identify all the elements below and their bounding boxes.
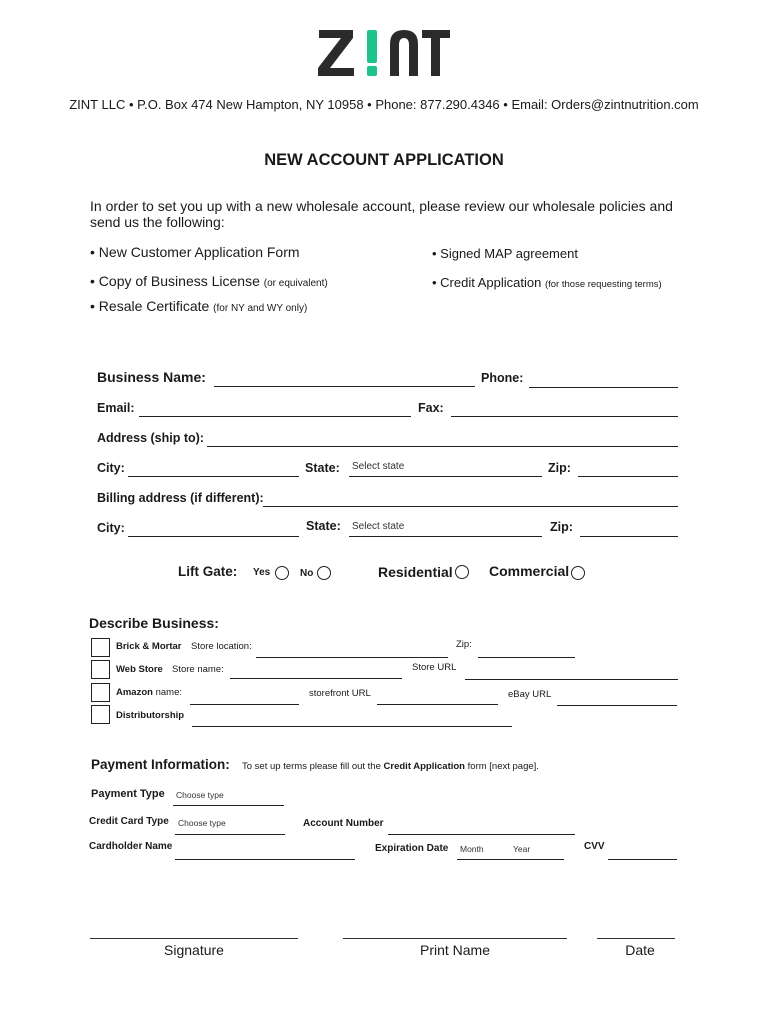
payment-type-label: Payment Type bbox=[91, 788, 165, 800]
lift-gate-no-label: No bbox=[300, 568, 314, 579]
business-name-field[interactable] bbox=[214, 386, 475, 387]
cardholder-label: Cardholder Name bbox=[89, 841, 173, 852]
billing-city-field[interactable] bbox=[128, 536, 299, 537]
store-name-field[interactable] bbox=[230, 678, 402, 679]
signature-line[interactable] bbox=[90, 938, 298, 939]
commercial-label: Commercial bbox=[489, 563, 570, 579]
city-field[interactable] bbox=[128, 476, 299, 477]
req-credit-application: • Credit Application (for those requesting terms) bbox=[432, 275, 662, 290]
payment-type-underline bbox=[173, 805, 284, 806]
lift-gate-label: Lift Gate: bbox=[178, 564, 238, 579]
page-title: NEW ACCOUNT APPLICATION bbox=[264, 151, 504, 169]
lift-gate-no-radio[interactable] bbox=[317, 566, 331, 580]
lift-gate-yes-label: Yes bbox=[253, 567, 271, 578]
expiration-year-select[interactable]: Year bbox=[513, 844, 531, 854]
signature-label: Signature bbox=[164, 942, 224, 958]
billing-address-field[interactable] bbox=[263, 506, 678, 507]
date-line[interactable] bbox=[597, 938, 675, 939]
cardholder-field[interactable] bbox=[175, 859, 355, 860]
account-number-field[interactable] bbox=[388, 834, 575, 835]
date-label: Date bbox=[625, 942, 655, 958]
billing-zip-label: Zip: bbox=[550, 520, 573, 534]
storefront-url-label: storefront URL bbox=[309, 688, 371, 699]
storefront-url-field[interactable] bbox=[377, 704, 498, 705]
residential-label: Residential bbox=[378, 564, 453, 580]
billing-state-select[interactable]: Select state bbox=[352, 521, 405, 532]
amazon-label: Amazon name: bbox=[116, 687, 182, 698]
card-type-label: Credit Card Type bbox=[89, 816, 169, 827]
card-type-underline bbox=[175, 834, 285, 835]
expiration-label: Expiration Date bbox=[375, 843, 449, 854]
expiration-month-select[interactable]: Month bbox=[460, 844, 484, 854]
state-label: State: bbox=[305, 461, 340, 475]
state-select[interactable]: Select state bbox=[352, 461, 405, 472]
intro-text: In order to set you up with a new wholesale account, please review our wholesale policies and send us the following: bbox=[90, 198, 673, 230]
fax-label: Fax: bbox=[418, 401, 444, 415]
print-name-label: Print Name bbox=[419, 942, 491, 958]
req-application-form: • New Customer Application Form bbox=[90, 244, 300, 260]
cvv-field[interactable] bbox=[608, 859, 677, 860]
payment-note: To set up terms please fill out the Credit Application form [next page]. bbox=[242, 761, 539, 772]
brick-mortar-checkbox[interactable] bbox=[91, 638, 110, 657]
billing-zip-field[interactable] bbox=[580, 536, 678, 537]
billing-state-select-underline bbox=[349, 536, 542, 537]
distributorship-label: Distributorship bbox=[116, 710, 185, 721]
business-name-label: Business Name: bbox=[97, 369, 206, 385]
fax-field[interactable] bbox=[451, 416, 678, 417]
cvv-label: CVV bbox=[584, 841, 605, 852]
store-url-field[interactable] bbox=[465, 679, 678, 680]
amazon-name-field[interactable] bbox=[190, 704, 299, 705]
zint-logo-mark bbox=[316, 18, 452, 84]
store-location-label: Store location: bbox=[191, 641, 252, 652]
distributorship-checkbox[interactable] bbox=[91, 705, 110, 724]
brick-mortar-label: Brick & Mortar bbox=[116, 641, 182, 652]
billing-city-label: City: bbox=[97, 521, 125, 535]
commercial-radio[interactable] bbox=[571, 566, 585, 580]
ebay-url-field[interactable] bbox=[557, 705, 677, 706]
address-field[interactable] bbox=[207, 446, 678, 447]
billing-state-label: State: bbox=[306, 519, 341, 533]
web-store-checkbox[interactable] bbox=[91, 660, 110, 679]
describe-business-heading: Describe Business: bbox=[89, 615, 219, 631]
req-map-agreement: • Signed MAP agreement bbox=[432, 246, 578, 261]
lift-gate-yes-radio[interactable] bbox=[275, 566, 289, 580]
city-label: City: bbox=[97, 461, 125, 475]
expiration-underline bbox=[457, 859, 564, 860]
store-zip-field[interactable] bbox=[478, 657, 575, 658]
phone-label: Phone: bbox=[481, 371, 524, 385]
billing-address-label: Billing address (if different): bbox=[97, 491, 264, 505]
store-zip-label: Zip: bbox=[456, 639, 472, 650]
store-location-field[interactable] bbox=[256, 657, 448, 658]
amazon-checkbox[interactable] bbox=[91, 683, 110, 702]
email-field[interactable] bbox=[139, 416, 411, 417]
address-label: Address (ship to): bbox=[97, 431, 204, 445]
residential-radio[interactable] bbox=[455, 565, 469, 579]
payment-type-select[interactable]: Choose type bbox=[176, 790, 224, 800]
store-name-label: Store name: bbox=[172, 664, 224, 675]
web-store-label: Web Store bbox=[116, 664, 163, 675]
email-label: Email: bbox=[97, 401, 135, 415]
contact-line: ZINT LLC • P.O. Box 474 New Hampton, NY 10958 • Phone: 877.290.4346 • Email: Orders@zintnutrition.com bbox=[69, 97, 699, 112]
phone-field[interactable] bbox=[529, 387, 678, 388]
distributorship-field[interactable] bbox=[192, 726, 512, 727]
zip-field[interactable] bbox=[578, 476, 678, 477]
ebay-url-label: eBay URL bbox=[508, 689, 552, 700]
req-business-license: • Copy of Business License (or equivalent) bbox=[90, 273, 328, 289]
payment-heading: Payment Information: bbox=[91, 757, 230, 772]
zint-logo bbox=[0, 18, 768, 89]
card-type-select[interactable]: Choose type bbox=[178, 818, 226, 828]
zip-label: Zip: bbox=[548, 461, 571, 475]
print-name-line[interactable] bbox=[343, 938, 567, 939]
store-url-label: Store URL bbox=[412, 662, 457, 673]
state-select-underline bbox=[349, 476, 542, 477]
account-number-label: Account Number bbox=[303, 818, 384, 829]
req-resale-certificate: • Resale Certificate (for NY and WY only) bbox=[90, 298, 308, 314]
